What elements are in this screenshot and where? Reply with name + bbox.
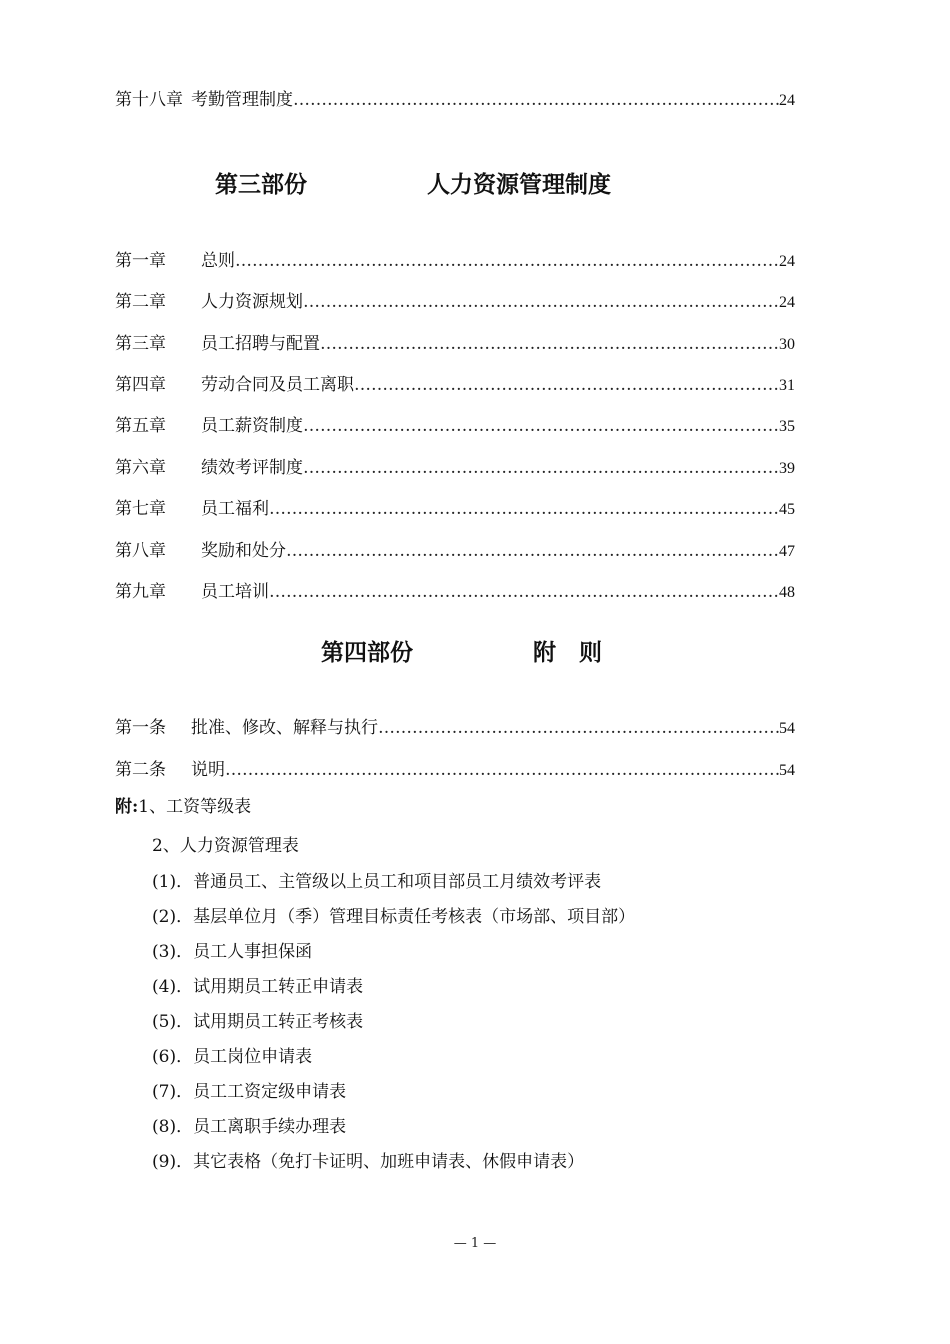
- toc-chapter-title: 奖励和处分: [201, 541, 286, 561]
- toc-entry: [115, 457, 795, 480]
- toc-chapter-title: 考勤管理制度: [191, 90, 293, 110]
- toc-page-number: 54: [779, 762, 795, 779]
- toc-page-number: 31: [779, 377, 795, 394]
- toc-leader-dots: [235, 250, 779, 272]
- form-list-item: (5)．试用期员工转正考核表: [152, 1012, 364, 1032]
- toc-chapter-label: 第四章: [115, 375, 166, 395]
- toc-chapter-label: 第三章: [115, 334, 166, 354]
- appendix-item-wage-table: 1、工资等级表: [138, 797, 252, 817]
- toc-entry: [115, 333, 795, 356]
- part3-title: 人力资源管理制度: [427, 172, 611, 198]
- page-number: — 1 —: [453, 1236, 497, 1251]
- toc-entry: [115, 581, 795, 604]
- toc-entry: [115, 540, 795, 563]
- toc-article-label: 第一条: [115, 718, 166, 738]
- toc-entry-chapter-18: [115, 89, 795, 112]
- toc-leader-dots: [354, 374, 779, 396]
- toc-entry: [115, 498, 795, 521]
- toc-entry: [115, 415, 795, 438]
- toc-chapter-label: 第八章: [115, 541, 166, 561]
- toc-chapter-title: 员工培训: [201, 582, 269, 602]
- toc-chapter-label: 第十八章: [115, 90, 183, 110]
- toc-chapter-title: 员工招聘与配置: [201, 334, 320, 354]
- part4-title: 附 则: [533, 640, 602, 666]
- toc-chapter-title: 员工薪资制度: [201, 416, 303, 436]
- part3-label: 第三部份: [215, 172, 307, 198]
- toc-chapter-title: 绩效考评制度: [201, 458, 303, 478]
- toc-chapter-label: 第六章: [115, 458, 166, 478]
- appendix-heading: [115, 796, 251, 818]
- form-list-item: (2)．基层单位月（季）管理目标责任考核表（市场部、项目部）: [152, 907, 636, 927]
- toc-leader-dots: [320, 333, 779, 355]
- toc-leader-dots: [269, 498, 779, 520]
- toc-entry: [115, 374, 795, 397]
- toc-page-number: 54: [779, 720, 795, 737]
- toc-chapter-title: 总则: [201, 251, 235, 271]
- toc-chapter-title: 劳动合同及员工离职: [201, 375, 354, 395]
- toc-leader-dots: [225, 759, 779, 781]
- toc-page-number: 24: [779, 294, 795, 311]
- toc-article-title: 说明: [191, 760, 225, 780]
- appendix-item-hr-tables: 2、人力资源管理表: [152, 836, 299, 856]
- toc-chapter-title: 人力资源规划: [201, 292, 303, 312]
- toc-leader-dots: [269, 581, 779, 603]
- form-list-item: (3)．员工人事担保函: [152, 942, 313, 962]
- form-list-item: (8)．员工离职手续办理表: [152, 1117, 347, 1137]
- toc-article-title: 批准、修改、解释与执行: [191, 718, 378, 738]
- form-list-item: (7)．员工工资定级申请表: [152, 1082, 347, 1102]
- toc-leader-dots: [286, 540, 779, 562]
- toc-page-number: 35: [779, 418, 795, 435]
- toc-leader-dots: [293, 89, 779, 111]
- form-list-item: (1)．普通员工、主管级以上员工和项目部员工月绩效考评表: [152, 872, 602, 892]
- toc-entry: [115, 717, 795, 740]
- appendix-label: 附:: [115, 797, 139, 817]
- toc-chapter-label: 第一章: [115, 251, 166, 271]
- toc-chapter-label: 第二章: [115, 292, 166, 312]
- toc-chapter-label: 第九章: [115, 582, 166, 602]
- toc-page-number: 39: [779, 460, 795, 477]
- toc-entry: [115, 250, 795, 273]
- toc-page-number: 48: [779, 584, 795, 601]
- toc-page-number: 45: [779, 501, 795, 518]
- toc-chapter-title: 员工福利: [201, 499, 269, 519]
- toc-chapter-label: 第七章: [115, 499, 166, 519]
- toc-entry: [115, 291, 795, 314]
- toc-page-number: 24: [779, 92, 795, 109]
- toc-leader-dots: [303, 457, 779, 479]
- toc-chapter-label: 第五章: [115, 416, 166, 436]
- toc-leader-dots: [303, 415, 779, 437]
- toc-entry: [115, 759, 795, 782]
- toc-article-label: 第二条: [115, 760, 166, 780]
- form-list-item: (6)．员工岗位申请表: [152, 1047, 313, 1067]
- toc-page-number: 47: [779, 543, 795, 560]
- toc-leader-dots: [378, 717, 779, 739]
- toc-leader-dots: [303, 291, 779, 313]
- toc-page-number: 24: [779, 253, 795, 270]
- form-list-item: (4)．试用期员工转正申请表: [152, 977, 364, 997]
- part4-label: 第四部份: [321, 640, 413, 666]
- form-list-item: (9)．其它表格（免打卡证明、加班申请表、休假申请表）: [152, 1152, 585, 1172]
- toc-page-number: 30: [779, 336, 795, 353]
